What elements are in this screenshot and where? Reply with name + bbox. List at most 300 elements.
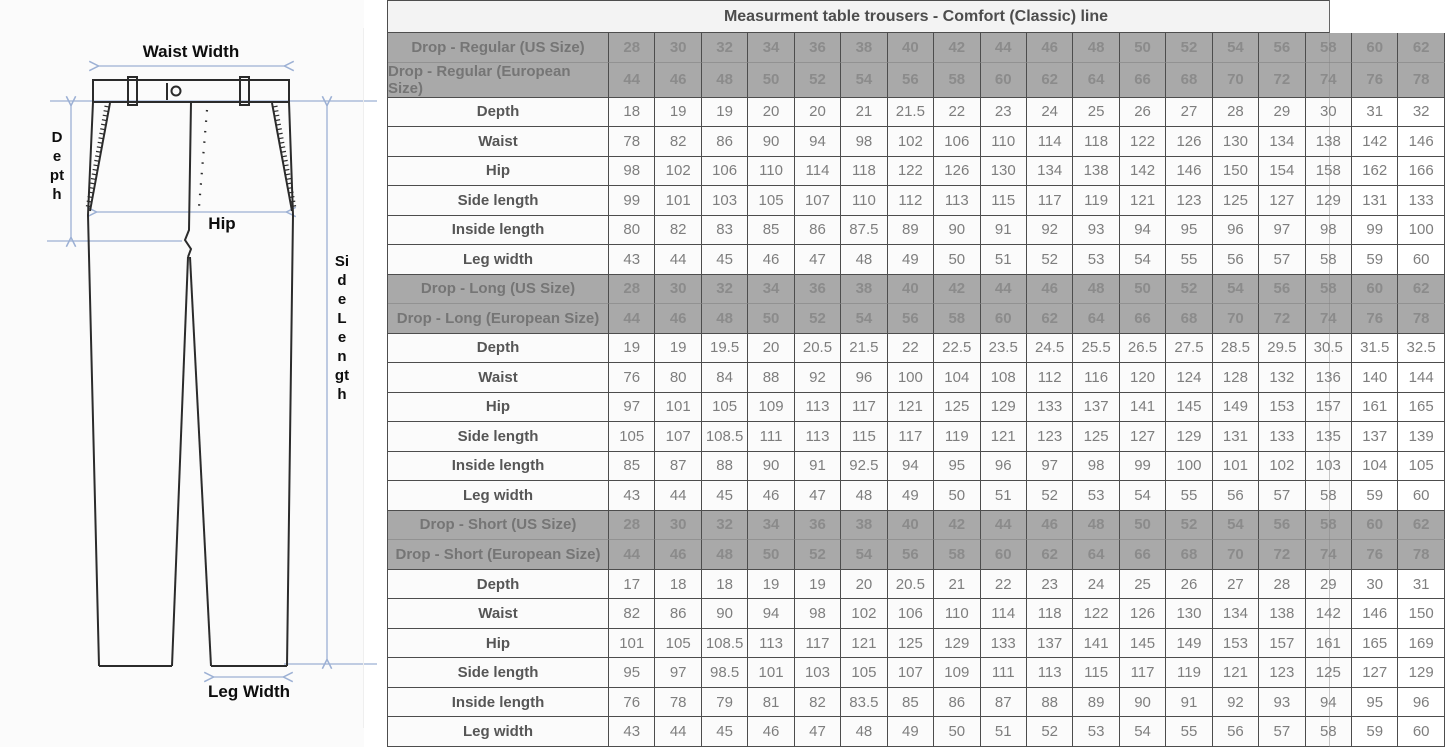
- value-cell: 21.5: [841, 334, 887, 364]
- value-cell: 94: [888, 452, 934, 482]
- value-cell: 149: [1213, 393, 1259, 423]
- value-cell: 137: [1027, 629, 1073, 659]
- value-cell: 169: [1398, 629, 1444, 659]
- size-header-row: [387, 540, 1445, 570]
- value-cell: 22: [934, 98, 980, 128]
- value-cell: 124: [1166, 363, 1212, 393]
- size-value-cell: 36: [795, 33, 841, 63]
- value-cell: 106: [934, 127, 980, 157]
- value-cell: 44: [655, 245, 701, 275]
- value-cell: 165: [1398, 393, 1444, 423]
- size-value-cell: 68: [1166, 63, 1212, 98]
- row-label: Hip: [388, 157, 609, 187]
- value-cell: 138: [1259, 599, 1305, 629]
- size-value-cell: 76: [1352, 63, 1398, 98]
- size-value-cell: 56: [1259, 275, 1305, 305]
- size-value-cell: 74: [1306, 304, 1352, 334]
- value-cell: 30: [1352, 570, 1398, 600]
- value-cell: 99: [609, 186, 655, 216]
- row-label: Inside length: [388, 452, 609, 482]
- value-cell: 22: [888, 334, 934, 364]
- size-value-cell: 52: [1166, 33, 1212, 63]
- value-cell: 58: [1306, 245, 1352, 275]
- value-cell: 29: [1306, 570, 1352, 600]
- value-cell: 101: [748, 658, 794, 688]
- value-cell: 86: [655, 599, 701, 629]
- value-cell: 102: [655, 157, 701, 187]
- size-value-cell: 30: [655, 33, 701, 63]
- value-cell: 95: [1352, 688, 1398, 718]
- row-label: Hip: [388, 629, 609, 659]
- value-cell: 117: [1120, 658, 1166, 688]
- value-cell: 57: [1259, 481, 1305, 511]
- size-value-cell: 48: [702, 540, 748, 570]
- value-cell: 22: [981, 570, 1027, 600]
- row-label: Drop - Regular (US Size): [388, 33, 609, 63]
- value-cell: 96: [1213, 216, 1259, 246]
- value-cell: 23: [1027, 570, 1073, 600]
- value-cell: 111: [981, 658, 1027, 688]
- size-value-cell: 34: [748, 33, 794, 63]
- value-cell: 103: [795, 658, 841, 688]
- size-value-cell: 74: [1306, 540, 1352, 570]
- value-cell: 60: [1398, 717, 1444, 747]
- size-header-row: [387, 33, 1445, 63]
- value-cell: 78: [609, 127, 655, 157]
- value-cell: 49: [888, 481, 934, 511]
- value-cell: 102: [1259, 452, 1305, 482]
- value-cell: 114: [795, 157, 841, 187]
- value-cell: 121: [1120, 186, 1166, 216]
- value-cell: 116: [1073, 363, 1119, 393]
- value-cell: 115: [1073, 658, 1119, 688]
- size-value-cell: 44: [609, 540, 655, 570]
- value-cell: 83: [702, 216, 748, 246]
- size-value-cell: 54: [1213, 511, 1259, 541]
- value-cell: 121: [841, 629, 887, 659]
- value-cell: 82: [795, 688, 841, 718]
- value-cell: 150: [1398, 599, 1444, 629]
- value-cell: 89: [888, 216, 934, 246]
- value-cell: 118: [1027, 599, 1073, 629]
- value-cell: 90: [934, 216, 980, 246]
- value-cell: 115: [981, 186, 1027, 216]
- size-value-cell: 72: [1259, 540, 1305, 570]
- value-cell: 28: [1213, 98, 1259, 128]
- size-value-cell: 46: [655, 63, 701, 98]
- size-value-cell: 64: [1073, 540, 1119, 570]
- row-label: Inside length: [388, 688, 609, 718]
- size-value-cell: 44: [981, 33, 1027, 63]
- size-value-cell: 50: [748, 63, 794, 98]
- value-cell: 100: [1166, 452, 1212, 482]
- value-cell: 47: [795, 481, 841, 511]
- measure-row: [387, 334, 1445, 364]
- value-cell: 141: [1120, 393, 1166, 423]
- size-value-cell: 28: [609, 33, 655, 63]
- value-cell: 121: [981, 422, 1027, 452]
- value-cell: 53: [1073, 717, 1119, 747]
- value-cell: 115: [841, 422, 887, 452]
- row-label: Side length: [388, 658, 609, 688]
- value-cell: 98: [841, 127, 887, 157]
- size-value-cell: 32: [702, 275, 748, 305]
- value-cell: 99: [1352, 216, 1398, 246]
- value-cell: 121: [1213, 658, 1259, 688]
- value-cell: 76: [609, 688, 655, 718]
- value-cell: 157: [1306, 393, 1352, 423]
- value-cell: 146: [1398, 127, 1444, 157]
- value-cell: 21: [934, 570, 980, 600]
- size-header-row: [387, 63, 1445, 98]
- value-cell: 165: [1352, 629, 1398, 659]
- value-cell: 104: [934, 363, 980, 393]
- size-value-cell: 62: [1027, 63, 1073, 98]
- value-cell: 129: [934, 629, 980, 659]
- value-cell: 20: [748, 98, 794, 128]
- value-cell: 121: [888, 393, 934, 423]
- value-cell: 43: [609, 717, 655, 747]
- size-value-cell: 56: [888, 540, 934, 570]
- value-cell: 82: [655, 216, 701, 246]
- diagram-image-edge: [363, 28, 364, 728]
- value-cell: 137: [1352, 422, 1398, 452]
- value-cell: 82: [609, 599, 655, 629]
- value-cell: 86: [934, 688, 980, 718]
- value-cell: 105: [841, 658, 887, 688]
- row-label: Waist: [388, 599, 609, 629]
- row-label: Inside length: [388, 216, 609, 246]
- size-value-cell: 70: [1213, 63, 1259, 98]
- value-cell: 119: [1166, 658, 1212, 688]
- size-value-cell: 50: [1120, 33, 1166, 63]
- value-cell: 98: [609, 157, 655, 187]
- value-cell: 109: [934, 658, 980, 688]
- row-label: Drop - Long (European Size): [388, 304, 609, 334]
- value-cell: 85: [888, 688, 934, 718]
- value-cell: 87: [655, 452, 701, 482]
- value-cell: 122: [1120, 127, 1166, 157]
- measure-row: [387, 127, 1445, 157]
- size-value-cell: 54: [841, 63, 887, 98]
- value-cell: 27: [1213, 570, 1259, 600]
- value-cell: 87: [981, 688, 1027, 718]
- size-value-cell: 52: [1166, 275, 1212, 305]
- value-cell: 20.5: [795, 334, 841, 364]
- value-cell: 113: [795, 393, 841, 423]
- value-cell: 81: [748, 688, 794, 718]
- value-cell: 19: [655, 98, 701, 128]
- value-cell: 54: [1120, 245, 1166, 275]
- size-value-cell: 60: [1352, 511, 1398, 541]
- value-cell: 85: [609, 452, 655, 482]
- measure-row: [387, 157, 1445, 187]
- value-cell: 85: [748, 216, 794, 246]
- size-value-cell: 40: [888, 33, 934, 63]
- value-cell: 103: [1306, 452, 1352, 482]
- value-cell: 111: [748, 422, 794, 452]
- value-cell: 80: [655, 363, 701, 393]
- value-cell: 146: [1166, 157, 1212, 187]
- value-cell: 129: [981, 393, 1027, 423]
- value-cell: 138: [1073, 157, 1119, 187]
- value-cell: 106: [888, 599, 934, 629]
- value-cell: 86: [702, 127, 748, 157]
- value-cell: 25: [1120, 570, 1166, 600]
- value-cell: 126: [934, 157, 980, 187]
- size-value-cell: 58: [934, 540, 980, 570]
- measure-row: [387, 688, 1445, 718]
- value-cell: 98.5: [702, 658, 748, 688]
- size-value-cell: 78: [1398, 540, 1444, 570]
- value-cell: 76: [609, 363, 655, 393]
- size-value-cell: 50: [748, 304, 794, 334]
- diagram-background: [0, 0, 364, 747]
- value-cell: 55: [1166, 717, 1212, 747]
- value-cell: 97: [655, 658, 701, 688]
- value-cell: 95: [934, 452, 980, 482]
- value-cell: 113: [795, 422, 841, 452]
- size-value-cell: 36: [795, 511, 841, 541]
- value-cell: 101: [655, 393, 701, 423]
- row-label: Depth: [388, 98, 609, 128]
- value-cell: 55: [1166, 481, 1212, 511]
- value-cell: 98: [1306, 216, 1352, 246]
- value-cell: 153: [1259, 393, 1305, 423]
- value-cell: 132: [1259, 363, 1305, 393]
- value-cell: 53: [1073, 481, 1119, 511]
- value-cell: 51: [981, 717, 1027, 747]
- size-value-cell: 74: [1306, 63, 1352, 98]
- measure-row: [387, 363, 1445, 393]
- measure-row: [387, 570, 1445, 600]
- value-cell: 20: [795, 98, 841, 128]
- value-cell: 120: [1120, 363, 1166, 393]
- value-cell: 27: [1166, 98, 1212, 128]
- value-cell: 105: [702, 393, 748, 423]
- size-value-cell: 46: [655, 540, 701, 570]
- value-cell: 97: [1027, 452, 1073, 482]
- value-cell: 89: [1073, 688, 1119, 718]
- value-cell: 94: [1306, 688, 1352, 718]
- value-cell: 25.5: [1073, 334, 1119, 364]
- value-cell: 46: [748, 245, 794, 275]
- value-cell: 59: [1352, 717, 1398, 747]
- value-cell: 107: [655, 422, 701, 452]
- size-value-cell: 72: [1259, 63, 1305, 98]
- size-value-cell: 44: [609, 304, 655, 334]
- value-cell: 20.5: [888, 570, 934, 600]
- measure-row: [387, 599, 1445, 629]
- size-value-cell: 44: [609, 63, 655, 98]
- value-cell: 57: [1259, 245, 1305, 275]
- size-value-cell: 58: [934, 63, 980, 98]
- value-cell: 31.5: [1352, 334, 1398, 364]
- size-value-cell: 62: [1027, 540, 1073, 570]
- value-cell: 101: [1213, 452, 1259, 482]
- value-cell: 48: [841, 481, 887, 511]
- value-cell: 96: [981, 452, 1027, 482]
- value-cell: 18: [609, 98, 655, 128]
- value-cell: 161: [1306, 629, 1352, 659]
- value-cell: 48: [841, 245, 887, 275]
- value-cell: 118: [841, 157, 887, 187]
- value-cell: 43: [609, 481, 655, 511]
- value-cell: 31: [1398, 570, 1444, 600]
- value-cell: 58: [1306, 481, 1352, 511]
- value-cell: 129: [1166, 422, 1212, 452]
- size-value-cell: 54: [1213, 33, 1259, 63]
- row-label: Drop - Short (European Size): [388, 540, 609, 570]
- value-cell: 50: [934, 717, 980, 747]
- size-value-cell: 42: [934, 33, 980, 63]
- value-cell: 18: [655, 570, 701, 600]
- value-cell: 57: [1259, 717, 1305, 747]
- size-value-cell: 28: [609, 511, 655, 541]
- value-cell: 29.5: [1259, 334, 1305, 364]
- size-value-cell: 40: [888, 511, 934, 541]
- size-value-cell: 48: [1073, 33, 1119, 63]
- value-cell: 108: [981, 363, 1027, 393]
- value-cell: 91: [795, 452, 841, 482]
- value-cell: 24: [1027, 98, 1073, 128]
- value-cell: 19.5: [702, 334, 748, 364]
- measure-row: [387, 629, 1445, 659]
- value-cell: 19: [655, 334, 701, 364]
- value-cell: 60: [1398, 481, 1444, 511]
- value-cell: 102: [841, 599, 887, 629]
- value-cell: 24.5: [1027, 334, 1073, 364]
- value-cell: 86: [795, 216, 841, 246]
- measure-row: [387, 186, 1445, 216]
- size-value-cell: 36: [795, 275, 841, 305]
- page-fold-line: [1329, 0, 1330, 747]
- size-value-cell: 60: [981, 540, 1027, 570]
- value-cell: 133: [1027, 393, 1073, 423]
- value-cell: 123: [1027, 422, 1073, 452]
- row-label: Leg width: [388, 717, 609, 747]
- trousers-diagram: [0, 0, 387, 747]
- value-cell: 127: [1259, 186, 1305, 216]
- value-cell: 101: [655, 186, 701, 216]
- value-cell: 26: [1166, 570, 1212, 600]
- value-cell: 98: [795, 599, 841, 629]
- value-cell: 130: [1166, 599, 1212, 629]
- value-cell: 28.5: [1213, 334, 1259, 364]
- value-cell: 92: [795, 363, 841, 393]
- measure-row: [387, 393, 1445, 423]
- value-cell: 146: [1352, 599, 1398, 629]
- value-cell: 145: [1120, 629, 1166, 659]
- size-value-cell: 58: [1306, 511, 1352, 541]
- value-cell: 80: [609, 216, 655, 246]
- value-cell: 122: [888, 157, 934, 187]
- value-cell: 49: [888, 245, 934, 275]
- value-cell: 133: [1398, 186, 1444, 216]
- value-cell: 83.5: [841, 688, 887, 718]
- value-cell: 129: [1398, 658, 1444, 688]
- value-cell: 134: [1027, 157, 1073, 187]
- value-cell: 88: [748, 363, 794, 393]
- value-cell: 43: [609, 245, 655, 275]
- value-cell: 91: [1166, 688, 1212, 718]
- size-value-cell: 54: [841, 304, 887, 334]
- value-cell: 48: [841, 717, 887, 747]
- value-cell: 54: [1120, 481, 1166, 511]
- value-cell: 117: [1027, 186, 1073, 216]
- value-cell: 27.5: [1166, 334, 1212, 364]
- size-value-cell: 58: [1306, 33, 1352, 63]
- size-header-row: [387, 275, 1445, 305]
- value-cell: 56: [1213, 481, 1259, 511]
- size-value-cell: 60: [1352, 275, 1398, 305]
- value-cell: 100: [888, 363, 934, 393]
- value-cell: 108.5: [702, 422, 748, 452]
- value-cell: 142: [1352, 127, 1398, 157]
- value-cell: 44: [655, 481, 701, 511]
- value-cell: 60: [1398, 245, 1444, 275]
- row-label: Depth: [388, 570, 609, 600]
- value-cell: 127: [1352, 658, 1398, 688]
- depth-label: Depth: [49, 129, 65, 203]
- value-cell: 90: [748, 127, 794, 157]
- size-value-cell: 64: [1073, 304, 1119, 334]
- size-value-cell: 44: [981, 275, 1027, 305]
- value-cell: 97: [1259, 216, 1305, 246]
- value-cell: 17: [609, 570, 655, 600]
- value-cell: 110: [748, 157, 794, 187]
- size-value-cell: 48: [1073, 275, 1119, 305]
- value-cell: 78: [655, 688, 701, 718]
- size-value-cell: 52: [795, 540, 841, 570]
- value-cell: 90: [748, 452, 794, 482]
- value-cell: 105: [655, 629, 701, 659]
- size-value-cell: 42: [934, 511, 980, 541]
- value-cell: 110: [934, 599, 980, 629]
- value-cell: 19: [609, 334, 655, 364]
- value-cell: 21.5: [888, 98, 934, 128]
- size-value-cell: 68: [1166, 304, 1212, 334]
- value-cell: 20: [748, 334, 794, 364]
- value-cell: 100: [1398, 216, 1444, 246]
- value-cell: 130: [1213, 127, 1259, 157]
- value-cell: 51: [981, 245, 1027, 275]
- value-cell: 47: [795, 245, 841, 275]
- hip-label: Hip: [208, 214, 236, 233]
- value-cell: 149: [1166, 629, 1212, 659]
- value-cell: 96: [841, 363, 887, 393]
- value-cell: 19: [702, 98, 748, 128]
- side-length-label: Side Length: [334, 253, 351, 403]
- value-cell: 119: [1073, 186, 1119, 216]
- size-value-cell: 46: [655, 304, 701, 334]
- measure-row: [387, 452, 1445, 482]
- value-cell: 52: [1027, 481, 1073, 511]
- size-value-cell: 78: [1398, 304, 1444, 334]
- value-cell: 92: [1027, 216, 1073, 246]
- value-cell: 87.5: [841, 216, 887, 246]
- value-cell: 127: [1120, 422, 1166, 452]
- value-cell: 95: [609, 658, 655, 688]
- value-cell: 107: [795, 186, 841, 216]
- value-cell: 59: [1352, 481, 1398, 511]
- size-value-cell: 50: [1120, 511, 1166, 541]
- size-value-cell: 38: [841, 511, 887, 541]
- size-value-cell: 46: [1027, 33, 1073, 63]
- value-cell: 134: [1259, 127, 1305, 157]
- value-cell: 166: [1398, 157, 1444, 187]
- size-value-cell: 50: [748, 540, 794, 570]
